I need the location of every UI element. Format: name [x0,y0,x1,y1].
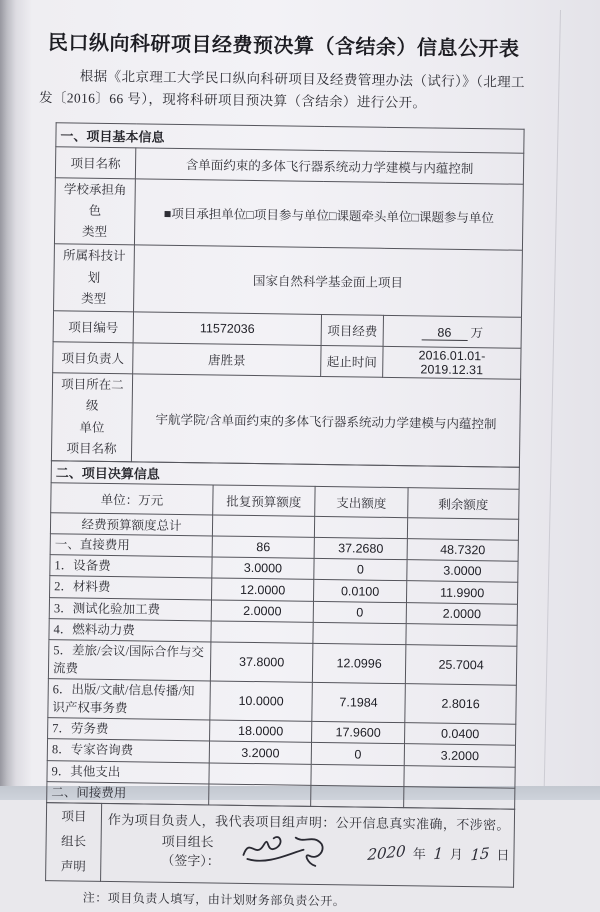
budget-approved: 3.2000 [209,741,311,764]
budget-row-publication [48,679,517,725]
budget-table [46,460,520,809]
budget-approved: 37.8000 [210,642,313,683]
basic-info-table [51,122,525,468]
handwritten-month: 1 [432,844,444,864]
funding-amount: 86 [421,326,467,342]
page-title: 民口纵向科研项目经费预决算（含结余）信息公开表 [47,32,520,61]
budget-spent: 17.9600 [312,722,405,744]
budget-remaining: 2.8016 [405,684,517,725]
handwritten-year: 2020 [366,842,407,865]
budget-spent: 0.0100 [313,580,406,602]
paper-edge [544,10,561,790]
section1-header: 一、项目基本信息 [56,122,524,153]
budget-remaining: 0.0400 [405,723,516,746]
role-type-row [54,177,523,250]
period-value: 2016.01.01-2019.12.31 [383,347,521,380]
budget-approved: 10.0000 [210,681,313,722]
unit-label: 项目所在二级 单位 项目名称 [51,373,132,462]
budget-approved: 12.0000 [212,578,314,601]
budget-remaining: 48.7320 [407,539,518,562]
leader-label: 项目负责人 [53,342,133,374]
budget-col-remaining: 剩余额度 [408,488,519,520]
handwritten-day: 15 [469,844,490,865]
year-label: 年 [412,846,426,862]
budget-remaining: 11.9900 [406,581,517,604]
funding-label: 项目经费 [321,315,383,347]
budget-row-label: 1．设备费 [50,555,212,578]
budget-remaining: 3.0000 [407,560,518,583]
declaration-table [45,802,515,888]
plan-type-label: 所属科技计划 类型 [54,244,135,312]
budget-col-approved: 批复预算额度 [213,485,315,516]
section2-header: 二、项目决算信息 [51,461,519,490]
budget-approved [211,621,313,644]
budget-col-spent: 支出额度 [315,487,408,518]
paper [28,26,528,912]
leader-value: 唐胜景 [133,343,321,377]
day-label: 日 [496,847,510,863]
budget-approved [212,515,314,537]
footnote: 注：项目负责人填写，由计划财务部负责公开。 [82,890,346,909]
declaration-row [46,803,515,888]
budget-spent [311,785,404,807]
budget-row-label: 7．劳务费 [48,718,210,741]
signature-scribble [237,825,330,872]
budget-spent: 0 [314,559,407,581]
budget-row-label: 5．差旅/会议/国际合作与交流费 [48,640,211,682]
budget-row-travel [48,640,517,686]
budget-spent: 12.0996 [312,643,406,684]
intro-paragraph: 根据《北京理工大学民口纵向科研项目及经费管理办法（试行）》（北理工发〔2016〕66 号），现将科研项目预决算（含结余）进行公开。 [38,68,526,111]
budget-approved: 86 [212,536,314,559]
period-label: 起止时间 [321,346,383,378]
budget-approved: 2.0000 [211,600,313,623]
role-type-label: 学校承担角色 类型 [54,177,135,245]
budget-row-label: 二、间接费用 [47,781,209,804]
budget-spent [311,764,404,786]
budget-row-label: 8．专家咨询费 [47,739,209,762]
budget-approved: 3.0000 [212,557,314,580]
budget-remaining: 3.2000 [404,744,515,767]
budget-row-label: 一、直接费用 [50,534,212,557]
declaration-date [363,843,509,864]
unit-row [51,373,520,468]
budget-row-label: 4．燃料动力费 [49,618,211,641]
budget-remaining [404,765,515,788]
budget-row-label: 6．出版/文献/信息传播/知识产权事务费 [48,679,211,721]
unit-value: 宇航学院/含单面约束的多体飞行器系统动力学建模与内蕴控制 [131,374,520,467]
budget-remaining [407,518,518,541]
project-no-value: 11572036 [133,312,321,346]
project-name-value: 含单面约束的多体飞行器系统动力学建模与内蕴控制 [135,148,523,184]
funding-value-cell [383,316,521,349]
budget-remaining [406,623,517,646]
budget-row-label: 2．材料费 [50,576,212,599]
budget-remaining [404,786,515,809]
budget-approved: 18.0000 [210,720,312,743]
project-name-label: 项目名称 [55,146,135,178]
signature-line [105,830,509,874]
month-label: 月 [449,847,463,863]
budget-remaining: 25.7004 [405,645,517,686]
budget-approved [209,763,311,786]
role-type-value: ■项目承担单位□项目参与单位□课题牵头单位□课题参与单位 [134,179,523,251]
budget-spent: 0 [311,743,404,765]
budget-approved [209,784,311,807]
budget-spent [314,517,407,539]
budget-row-label: 3．测试化验加工费 [49,597,211,620]
plan-type-value: 国家自然科学基金面上项目 [134,245,523,317]
declaration-statement: 作为项目负责人，我代表项目组声明：公开信息真实准确，不涉密。 [107,811,511,833]
budget-row-label: 经费预算额度总计 [50,513,212,536]
declaration-label: 项目 组长 声明 [46,803,102,882]
budget-spent: 0 [313,601,406,623]
budget-remaining: 2.0000 [406,602,517,625]
budget-spent: 37.2680 [314,538,407,560]
budget-row-label: 9．其他支出 [47,760,209,783]
declaration-body [101,803,515,887]
budget-spent [313,622,406,644]
budget-unit-label: 单位：万元 [51,483,213,515]
plan-type-row [54,244,523,317]
funding-unit: 万 [470,326,484,341]
project-no-label: 项目编号 [53,311,133,343]
budget-spent: 7.1984 [312,682,406,723]
sign-label: 项目组长（签字）： [161,833,220,869]
